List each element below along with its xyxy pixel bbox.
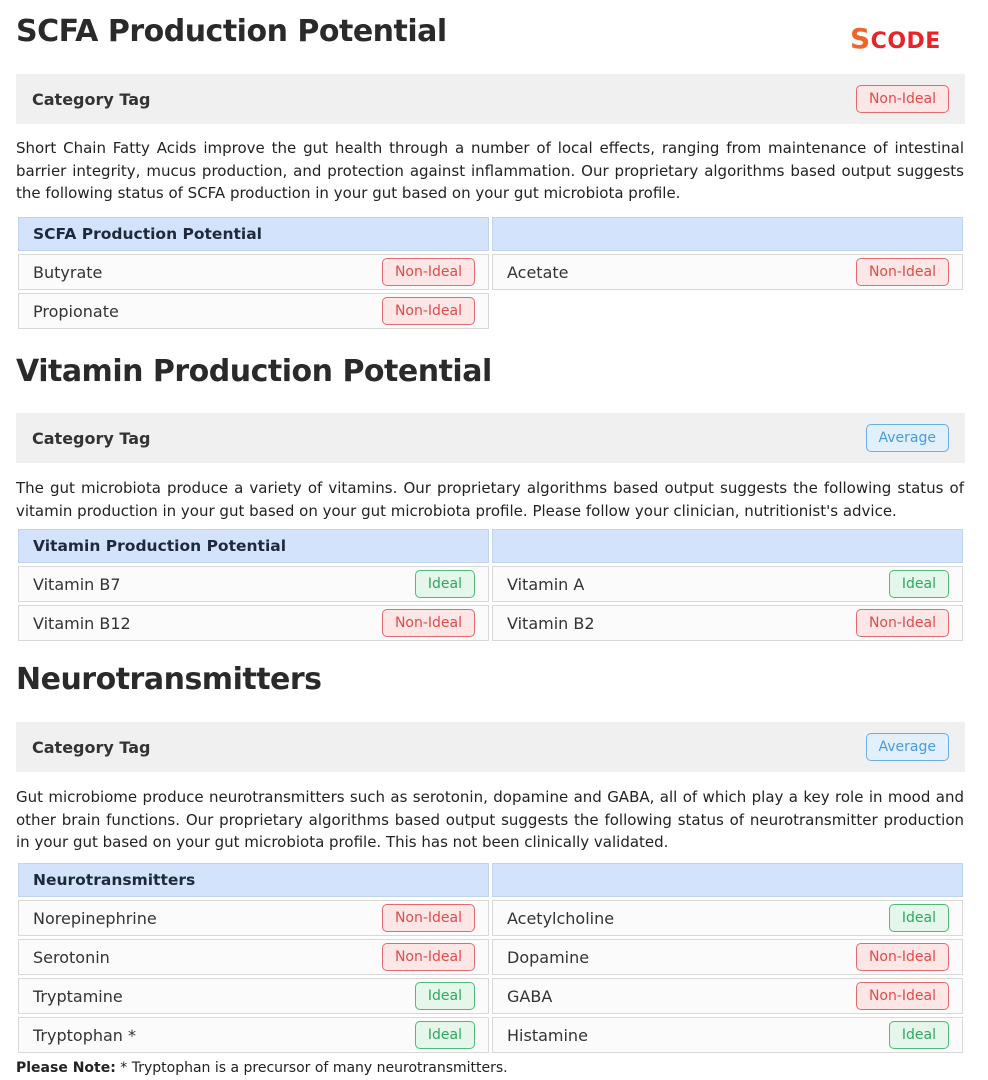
status-badge: Non-Ideal	[382, 258, 475, 286]
table-cell	[492, 978, 963, 1014]
table-cell	[18, 254, 489, 290]
vitamin-description: The gut microbiota produce a variety of vitamins. Our proprietary algorithms based output suggests the following status of vitamin production in your gut based on your gut microbiota profile. Please follow your clinician, nutritionist's advice.	[16, 479, 964, 520]
table-header-empty	[492, 529, 963, 563]
scfa-description: Short Chain Fatty Acids improve the gut health through a number of local effects, ranging from maintenance of intestinal barrier integrity, mucus production, and protection against inflammation. Our proprietary algorithms based output suggests the following status of SCFA production in your gut based on your gut microbiota profile.	[16, 139, 964, 202]
item-name: Serotonin	[33, 947, 110, 967]
table-cell	[492, 605, 963, 641]
table-cell	[492, 254, 963, 290]
table-cell	[492, 566, 963, 602]
status-badge: Non-Ideal	[382, 297, 475, 325]
item-name: Tryptamine	[33, 986, 123, 1006]
table-row	[18, 900, 964, 936]
table-cell	[18, 566, 489, 602]
table-row	[18, 1017, 964, 1053]
scode-logo: SCODE	[850, 22, 941, 55]
item-name: Vitamin A	[507, 574, 585, 594]
category-label: Category Tag	[32, 737, 151, 757]
vitamin-section-title: Vitamin Production Potential	[16, 354, 492, 389]
item-name: Butyrate	[33, 262, 103, 282]
table-row	[18, 939, 964, 975]
table-header-empty	[492, 863, 963, 897]
scfa-category-bar	[16, 74, 965, 124]
table-cell	[18, 1017, 489, 1053]
item-name: Acetylcholine	[507, 908, 615, 928]
table-cell	[18, 978, 489, 1014]
table-cell	[18, 293, 489, 329]
item-name: Vitamin B7	[33, 574, 121, 594]
item-name: Histamine	[507, 1025, 588, 1045]
status-badge: Non-Ideal	[856, 609, 949, 637]
neuro-category-tag: Average	[866, 733, 950, 761]
neuro-category-bar	[16, 722, 965, 772]
neuro-section-title: Neurotransmitters	[16, 662, 322, 697]
table-row	[18, 978, 964, 1014]
table-row	[18, 566, 964, 602]
table-cell	[18, 900, 489, 936]
status-badge: Ideal	[889, 570, 949, 598]
neuro-description: Gut microbiome produce neurotransmitters such as serotonin, dopamine and GABA, all of which play a key role in mood and other brain functions. Our proprietary algorithms based output suggests the following status of neurotransmitter production in your gut based on your gut microbiota profile. This has not been clinically validated.	[16, 788, 964, 851]
table-cell	[492, 1017, 963, 1053]
item-name: Tryptophan *	[33, 1025, 137, 1045]
table-header: Vitamin Production Potential	[18, 529, 489, 563]
table-header-empty	[492, 217, 963, 251]
status-badge: Ideal	[415, 1021, 475, 1049]
status-badge: Ideal	[415, 570, 475, 598]
neuro-table	[18, 863, 964, 1056]
category-label: Category Tag	[32, 89, 151, 109]
status-badge: Non-Ideal	[382, 943, 475, 971]
category-label: Category Tag	[32, 428, 151, 448]
scfa-table	[18, 217, 964, 332]
table-header: SCFA Production Potential	[18, 217, 489, 251]
status-badge: Non-Ideal	[856, 258, 949, 286]
table-cell	[492, 900, 963, 936]
scfa-section-title: SCFA Production Potential	[16, 14, 447, 49]
item-name: Norepinephrine	[33, 908, 157, 928]
item-name: Dopamine	[507, 947, 590, 967]
table-row	[18, 254, 964, 290]
table-row	[18, 605, 964, 641]
item-name: Acetate	[507, 262, 569, 282]
scfa-category-tag: Non-Ideal	[856, 85, 949, 113]
footnote: Please Note: * Tryptophan is a precursor of many neurotransmitters.	[16, 1060, 508, 1076]
status-badge: Ideal	[415, 982, 475, 1010]
item-name: Propionate	[33, 301, 119, 321]
item-name: Vitamin B2	[507, 613, 595, 633]
table-cell	[492, 939, 963, 975]
status-badge: Non-Ideal	[382, 904, 475, 932]
status-badge: Non-Ideal	[382, 609, 475, 637]
item-name: GABA	[507, 986, 553, 1006]
vitamin-table	[18, 529, 964, 644]
vitamin-category-bar	[16, 413, 965, 463]
table-cell	[18, 939, 489, 975]
status-badge: Non-Ideal	[856, 982, 949, 1010]
table-cell	[18, 605, 489, 641]
status-badge: Ideal	[889, 1021, 949, 1049]
status-badge: Non-Ideal	[856, 943, 949, 971]
status-badge: Ideal	[889, 904, 949, 932]
table-row	[18, 293, 964, 329]
table-header: Neurotransmitters	[18, 863, 489, 897]
vitamin-category-tag: Average	[866, 424, 950, 452]
item-name: Vitamin B12	[33, 613, 131, 633]
